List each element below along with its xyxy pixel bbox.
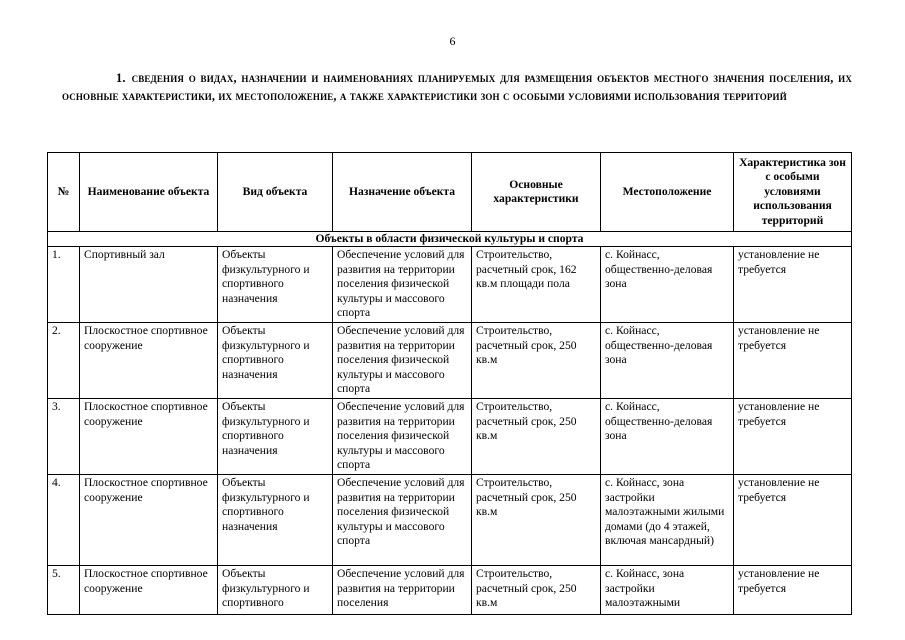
cell-purpose: Обеспечение условий для развития на территории поселения — [333, 566, 472, 615]
cell-kind: Объекты физкультурного и спортивного назначения — [218, 475, 333, 566]
cell-purpose: Обеспечение условий для развития на территории поселения физической культуры и массового спорта — [333, 323, 472, 399]
page-number: 6 — [449, 34, 456, 48]
cell-zones: установление не требуется — [734, 475, 852, 566]
header-location: Местоположение — [601, 153, 734, 232]
header-purpose: Назначение объекта — [333, 153, 472, 232]
objects-table — [47, 152, 852, 615]
table-row — [48, 475, 852, 566]
cell-num: 1. — [48, 247, 80, 323]
cell-purpose: Обеспечение условий для развития на территории поселения физической культуры и массового спорта — [333, 247, 472, 323]
cell-name: Плоскостное спортивное сооружение — [80, 399, 218, 475]
cell-location: с. Койнасс, зона застройки малоэтажными — [601, 566, 734, 615]
cell-kind: Объекты физкультурного и спортивного — [218, 566, 333, 615]
cell-kind: Объекты физкультурного и спортивного назначения — [218, 247, 333, 323]
section-row — [48, 232, 852, 247]
cell-name: Спортивный зал — [80, 247, 218, 323]
section-heading — [62, 70, 852, 105]
cell-zones: установление не требуется — [734, 323, 852, 399]
heading-text: сведения о видах, назначении и наименованиях планируемых для размещения объектов местного значения поселения, их основные характеристики, их местоположение, а также характеристики зон с особыми условиями использования территорий — [62, 71, 852, 103]
cell-zones: установление не требуется — [734, 566, 852, 615]
header-kind: Вид объекта — [218, 153, 333, 232]
cell-characteristics: Строительство, расчетный срок, 250 кв.м — [472, 566, 601, 615]
cell-purpose: Обеспечение условий для развития на территории поселения физической культуры и массового спорта — [333, 399, 472, 475]
header-characteristics: Основные характеристики — [472, 153, 601, 232]
table-header-row — [48, 153, 852, 232]
header-name: Наименование объекта — [80, 153, 218, 232]
cell-zones: установление не требуется — [734, 247, 852, 323]
header-num: № — [48, 153, 80, 232]
cell-num: 4. — [48, 475, 80, 566]
table-row — [48, 566, 852, 615]
cell-name: Плоскостное спортивное сооружение — [80, 475, 218, 566]
cell-purpose: Обеспечение условий для развития на территории поселения физической культуры и массового спорта — [333, 475, 472, 566]
cell-num: 5. — [48, 566, 80, 615]
table-row — [48, 247, 852, 323]
table-row — [48, 399, 852, 475]
table-row — [48, 323, 852, 399]
cell-kind: Объекты физкультурного и спортивного назначения — [218, 399, 333, 475]
cell-location: с. Койнасс, общественно-деловая зона — [601, 323, 734, 399]
cell-location: с. Койнасс, зона застройки малоэтажными жилыми домами (до 4 этажей, включая мансардный) — [601, 475, 734, 566]
cell-num: 2. — [48, 323, 80, 399]
header-zones: Характеристика зон с особыми условиями использования территорий — [734, 153, 852, 232]
cell-name: Плоскостное спортивное сооружение — [80, 566, 218, 615]
heading-number: 1. — [116, 71, 126, 85]
cell-num: 3. — [48, 399, 80, 475]
section-title: Объекты в области физической культуры и спорта — [48, 232, 852, 247]
cell-characteristics: Строительство, расчетный срок, 162 кв.м площади пола — [472, 247, 601, 323]
cell-characteristics: Строительство, расчетный срок, 250 кв.м — [472, 399, 601, 475]
cell-location: с. Койнасс, общественно-деловая зона — [601, 247, 734, 323]
cell-kind: Объекты физкультурного и спортивного назначения — [218, 323, 333, 399]
cell-location: с. Койнасс, общественно-деловая зона — [601, 399, 734, 475]
cell-name: Плоскостное спортивное сооружение — [80, 323, 218, 399]
cell-zones: установление не требуется — [734, 399, 852, 475]
cell-characteristics: Строительство, расчетный срок, 250 кв.м — [472, 323, 601, 399]
cell-characteristics: Строительство, расчетный срок, 250 кв.м — [472, 475, 601, 566]
